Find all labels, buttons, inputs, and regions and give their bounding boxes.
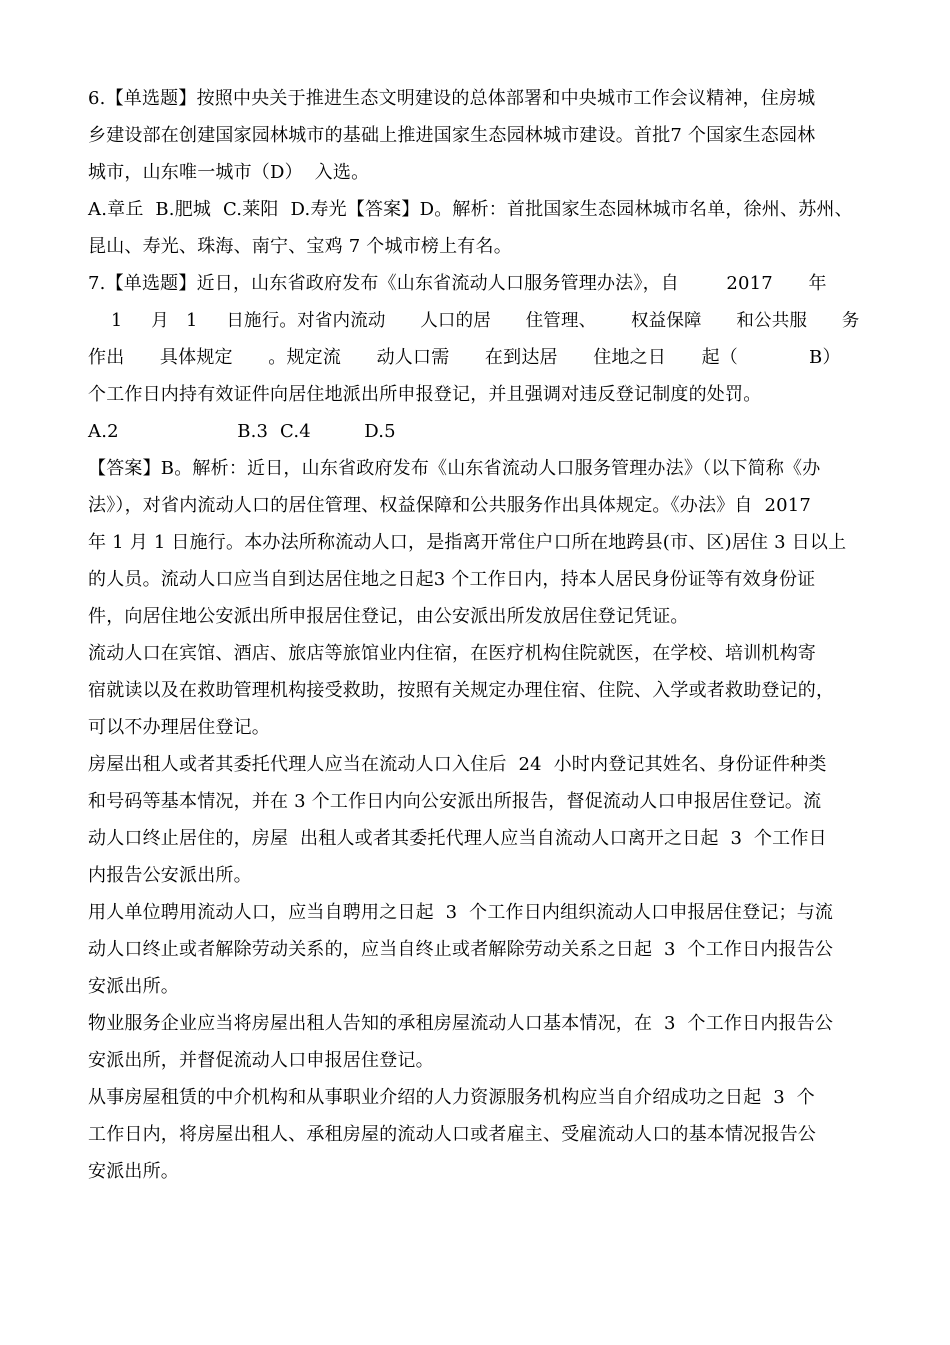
paragraph-1-line-3: 可以不办理居住登记。 (88, 717, 270, 738)
paragraph-2-line-1: 房屋出租人或者其委托代理人应当在流动人口入住后 24 小时内登记其姓名、身份证件种类 (88, 754, 827, 775)
paragraph-1-line-2: 宿就读以及在救助管理机构接受救助，按照有关规定办理住宿、住院、入学或者救助登记的， (88, 680, 835, 701)
q7-answer-line-4: 的人员。流动人口应当自到达居住地之日起3 个工作日内，持本人居民身份证等有效身份证 (88, 569, 816, 590)
q6-explanation: 昆山、寿光、珠海、南宁、宝鸡 7 个城市榜上有名。 (88, 236, 512, 257)
q6-options-answer: A.章丘 B.肥城 C.莱阳 D.寿光【答案】D。解析：首批国家生态园林城市名单，徐州、苏州、 (88, 199, 853, 220)
paragraph-4-line-1: 物业服务企业应当将房屋出租人告知的承租房屋流动人口基本情况，在 3 个工作日内报告公 (88, 1013, 834, 1034)
q7-answer-line-1: 【答案】B。解析：近日，山东省政府发布《山东省流动人口服务管理办法》（以下简称《办 (88, 458, 821, 479)
q6-stem-line-3: 城市，山东唯一城市（D） 入选。 (88, 162, 370, 183)
paragraph-5-line-3: 安派出所。 (88, 1161, 179, 1182)
q7-options: A.2 B.3 C.4 D.5 (88, 421, 396, 442)
q6-stem-line-1: 6.【单选题】按照中央关于推进生态文明建设的总体部署和中央城市工作会议精神，住房城 (88, 88, 816, 109)
paragraph-3-line-1: 用人单位聘用流动人口，应当自聘用之日起 3 个工作日内组织流动人口申报居住登记；与流 (88, 902, 834, 923)
q7-answer-line-3: 年 1 月 1 日施行。本办法所称流动人口，是指离开常住户口所在地跨县(市、区)居住 3 日以上 (88, 532, 847, 553)
paragraph-1-line-1: 流动人口在宾馆、酒店、旅店等旅馆业内住宿，在医疗机构住院就医，在学校、培训机构寄 (88, 643, 816, 664)
paragraph-5-line-1: 从事房屋租赁的中介机构和从事职业介绍的人力资源服务机构应当自介绍成功之日起 3 个 (88, 1087, 815, 1108)
q7-stem-line-2: 1 月 1 日施行。对省内流动 人口的居 住管理、 权益保障 和公共服 务 (88, 311, 860, 331)
paragraph-4-line-2: 安派出所，并督促流动人口申报居住登记。 (88, 1050, 434, 1071)
q6-stem-line-2: 乡建设部在创建国家园林城市的基础上推进国家生态园林城市建设。首批7 个国家生态园林 (88, 125, 816, 146)
q7-answer-line-5: 件，向居住地公安派出所申报居住登记，由公安派出所发放居住登记凭证。 (88, 606, 689, 627)
q7-stem-line-3: 作出 具体规定 。规定流 动人口需 在到达居 住地之日 起（ B） (88, 347, 841, 368)
paragraph-2-line-2: 和号码等基本情况，并在 3 个工作日内向公安派出所报告，督促流动人口申报居住登记。流 (88, 791, 822, 812)
paragraph-3-line-3: 安派出所。 (88, 976, 179, 997)
q7-stem-line-4: 个工作日内持有效证件向居住地派出所申报登记，并且强调对违反登记制度的处罚。 (88, 384, 762, 405)
q7-answer-line-2: 法》），对省内流动人口的居住管理、权益保障和公共服务作出具体规定。《办法》自 2017 (88, 495, 812, 516)
paragraph-5-line-2: 工作日内，将房屋出租人、承租房屋的流动人口或者雇主、受雇流动人口的基本情况报告公 (88, 1124, 816, 1145)
q7-stem-line-1: 7.【单选题】近日，山东省政府发布《山东省流动人口服务管理办法》，自 2017 年 (88, 273, 827, 294)
paragraph-2-line-4: 内报告公安派出所。 (88, 865, 252, 886)
paragraph-2-line-3: 动人口终止居住的，房屋 出租人或者其委托代理人应当自流动人口离开之日起 3 个工作日 (88, 828, 827, 849)
paragraph-3-line-2: 动人口终止或者解除劳动关系的，应当自终止或者解除劳动关系之日起 3 个工作日内报告公 (88, 939, 834, 960)
